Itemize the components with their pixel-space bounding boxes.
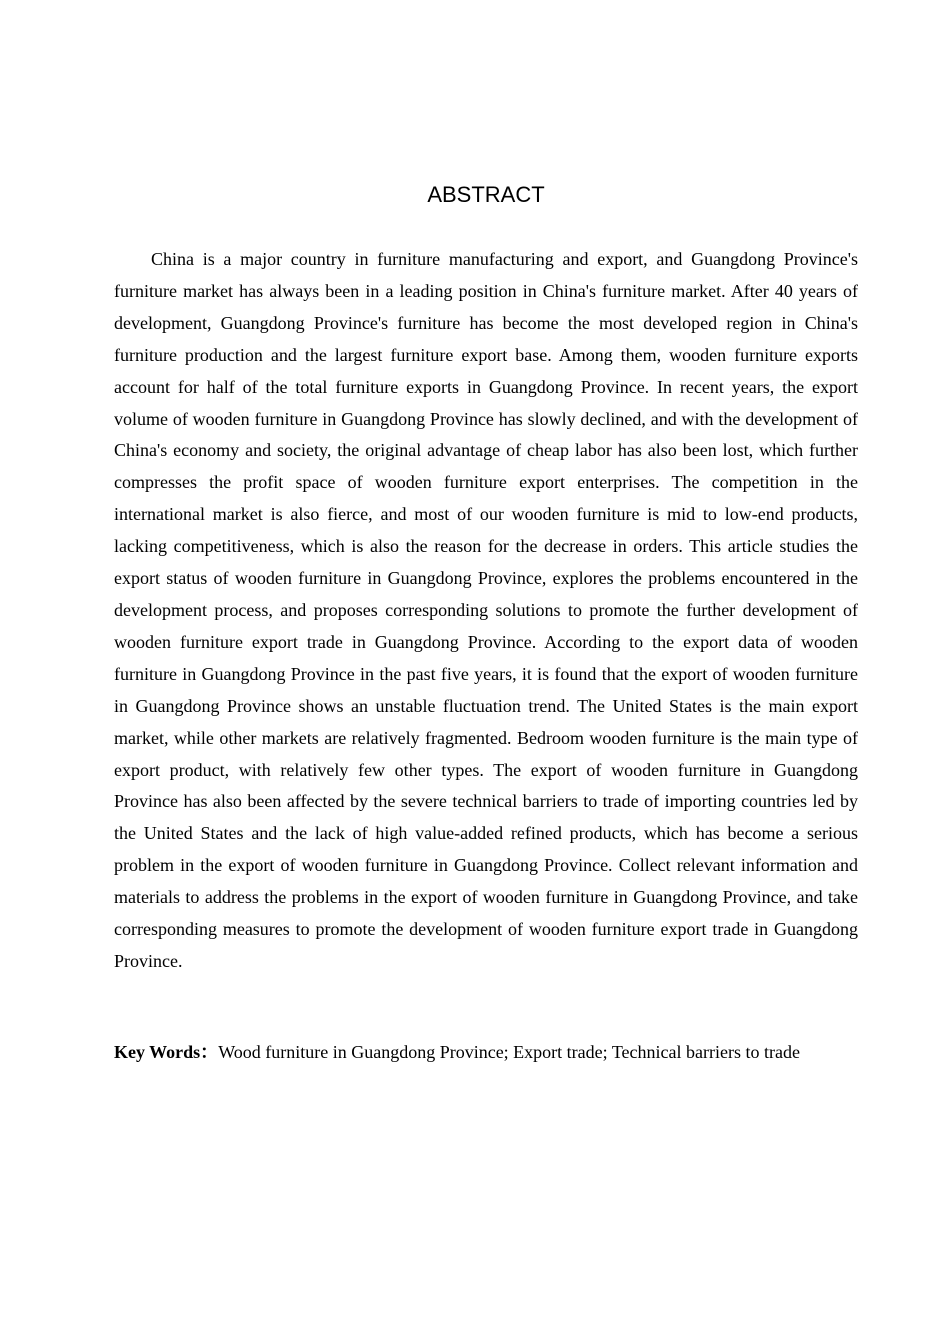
keywords-label: Key Words： (114, 1042, 219, 1062)
keywords-line (114, 1037, 874, 1067)
abstract-title: ABSTRACT (427, 182, 545, 207)
keywords-text: Wood furniture in Guangdong Province; Export trade; Technical barriers to trade (218, 1042, 800, 1062)
abstract-body: China is a major country in furniture manufacturing and export, and Guangdong Province's furniture market has always been in a leading position in China's furniture market. After 40 years of development, Guangdong Province's furniture has become the most developed region in China's furniture production and the largest furniture export base. Among them, wooden furniture exports account for half of the total furniture exports in Guangdong Province. In recent years, the export volume of wooden furniture in Guangdong Province has slowly declined, and with the development of China's economy and society, the original advantage of cheap labor has also been lost, which further compresses the profit space of wooden furniture export enterprises. The competition in the international market is also fierce, and most of our wooden furniture is mid to low-end products, lacking competitiveness, which is also the reason for the decrease in orders. This article studies the export status of wooden furniture in Guangdong Province, explores the problems encountered in the development process, and proposes corresponding solutions to promote the further development of wooden furniture export trade in Guangdong Province. According to the export data of wooden furniture in Guangdong Province in the past five years, it is found that the export of wooden furniture in Guangdong Province shows an unstable fluctuation trend. The United States is the main export market, while other markets are relatively fragmented. Bedroom wooden furniture is the main type of export product, with relatively few other types. The export of wooden furniture in Guangdong Province has also been affected by the severe technical barriers to trade of importing countries led by the United States and the lack of high value-added refined products, which has become a serious problem in the export of wooden furniture in Guangdong Province. Collect relevant information and materials to address the problems in the export of wooden furniture in Guangdong Province, and take corresponding measures to promote the development of wooden furniture export trade in Guangdong Province. (114, 249, 858, 971)
